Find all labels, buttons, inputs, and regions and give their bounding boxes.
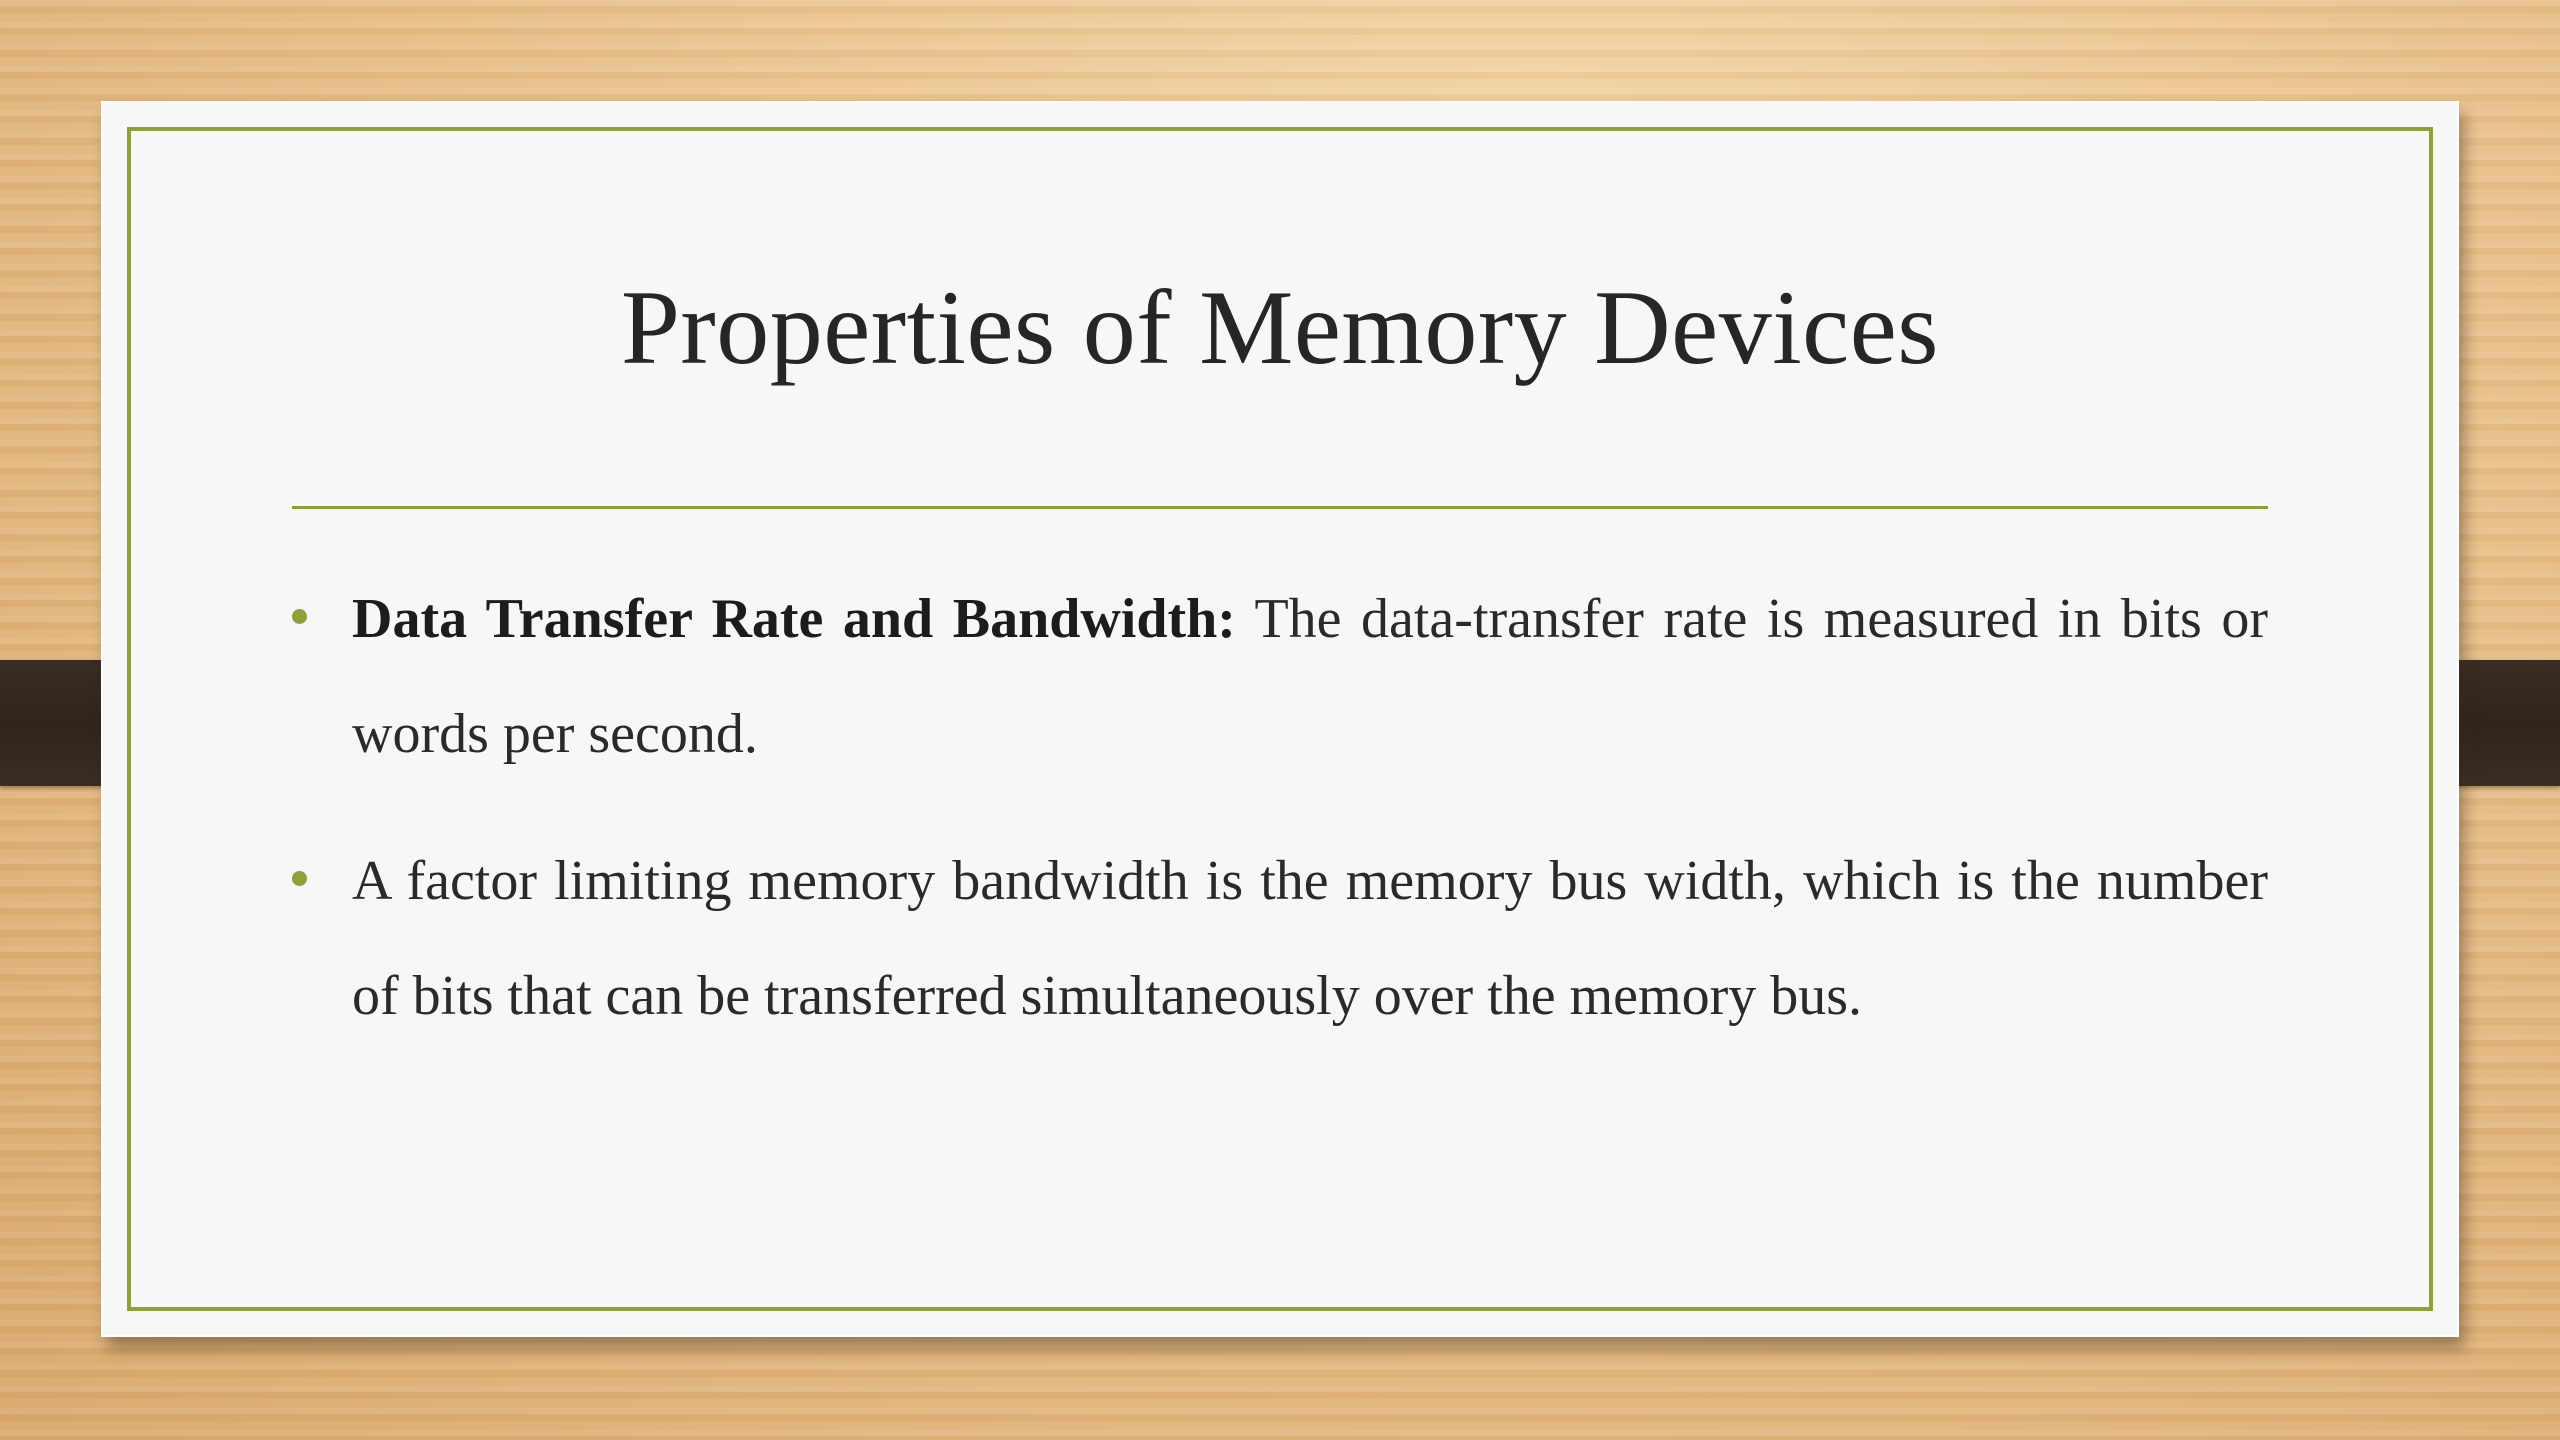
- bullet-list: [292, 562, 2268, 1086]
- bullet-text: A factor limiting memory bandwidth is the memory bus width, which is the number of bits that can be transferred simultaneously over the memory bus.: [352, 850, 2268, 1027]
- title-divider: [292, 506, 2268, 509]
- slide-title: Properties of Memory Devices: [620, 269, 1940, 386]
- bullet-item: [292, 824, 2268, 1054]
- bullet-item: [292, 562, 2268, 792]
- bullet-dot-icon: [292, 871, 307, 886]
- bullet-text: The data-transfer rate is measured in bits or words per second.: [352, 588, 2268, 765]
- bullet-dot-icon: [292, 609, 307, 624]
- bullet-term: Data Transfer Rate and Bandwidth:: [352, 588, 1236, 650]
